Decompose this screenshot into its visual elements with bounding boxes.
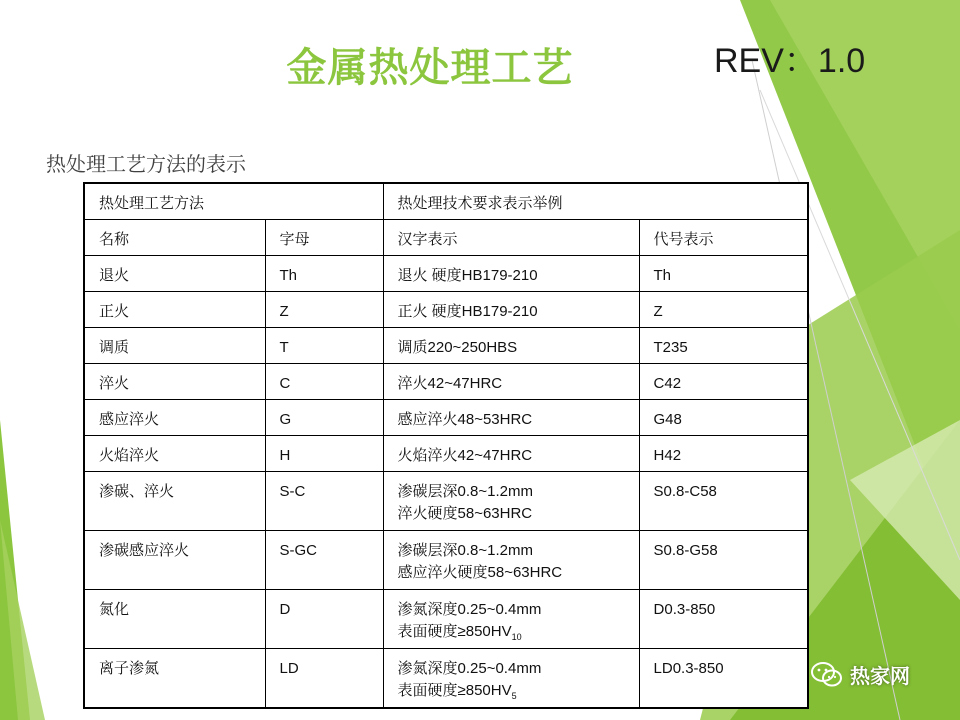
method-letter-cell: S-C	[265, 471, 383, 530]
notation-line: 感应淬火硬度58~63HRC	[397, 563, 563, 581]
notation-line: 表面硬度$\ge 850HV_{10}$	[397, 622, 522, 642]
hanzi-notation-cell	[383, 648, 639, 708]
notation-line: 渗碳层深0.8~1.2mm	[397, 541, 533, 559]
hanzi-notation-cell	[383, 435, 639, 471]
code-notation-cell: LD0.3-850	[639, 648, 808, 708]
column-header: 代号表示	[639, 219, 808, 255]
notation-line: 正火 硬度HB179-210	[397, 302, 538, 320]
column-header: 名称	[84, 219, 265, 255]
notation-line: 淬火硬度58~63HRC	[397, 504, 533, 522]
code-notation-cell: G48	[639, 399, 808, 435]
notation-line: 调质220~250HBS	[397, 338, 518, 356]
notation-line: 渗氮深度0.25~0.4mm	[397, 600, 542, 618]
table-row	[84, 327, 808, 363]
method-name-cell: 氮化	[84, 589, 265, 648]
table-row	[84, 255, 808, 291]
header-cell: 热处理工艺方法	[84, 183, 383, 219]
method-letter-cell: D	[265, 589, 383, 648]
heat-treatment-table	[83, 182, 809, 709]
code-notation-cell: Z	[639, 291, 808, 327]
code-notation-cell: S0.8-C58	[639, 471, 808, 530]
hanzi-notation-cell	[383, 363, 639, 399]
method-letter-cell: S-GC	[265, 530, 383, 589]
method-name-cell: 调质	[84, 327, 265, 363]
method-name-cell: 正火	[84, 291, 265, 327]
method-letter-cell: G	[265, 399, 383, 435]
method-name-cell: 离子渗氮	[84, 648, 265, 708]
code-notation-cell: C42	[639, 363, 808, 399]
notation-line: 渗碳层深0.8~1.2mm	[397, 482, 533, 500]
column-header: 汉字表示	[383, 219, 639, 255]
table-row	[84, 435, 808, 471]
notation-line: 表面硬度$\ge 850HV_5$	[397, 681, 517, 701]
method-name-cell: 火焰淬火	[84, 435, 265, 471]
code-notation-cell: Th	[639, 255, 808, 291]
hv-subscript: 10	[511, 631, 522, 642]
header-cell: 热处理技术要求表示举例	[383, 183, 808, 219]
method-letter-cell: Z	[265, 291, 383, 327]
table-header-row	[84, 183, 808, 219]
watermark-text: 热家网	[850, 664, 910, 688]
hanzi-notation-cell	[383, 471, 639, 530]
hanzi-notation-cell	[383, 291, 639, 327]
hanzi-notation-cell	[383, 530, 639, 589]
hanzi-notation-cell	[383, 589, 639, 648]
notation-line: 退火 硬度HB179-210	[397, 266, 538, 284]
column-header: 字母	[265, 219, 383, 255]
hanzi-notation-cell	[383, 327, 639, 363]
section-subtitle: 热处理工艺方法的表示	[46, 152, 246, 176]
column-header-row	[84, 219, 808, 255]
method-name-cell: 淬火	[84, 363, 265, 399]
method-name-cell: 退火	[84, 255, 265, 291]
hanzi-notation-cell	[383, 255, 639, 291]
method-letter-cell: C	[265, 363, 383, 399]
method-letter-cell: Th	[265, 255, 383, 291]
hanzi-notation-cell	[383, 399, 639, 435]
notation-line: 淬火42~47HRC	[397, 374, 503, 392]
table-row	[84, 530, 808, 589]
wechat-icon	[810, 661, 844, 689]
hv-subscript: 5	[511, 690, 517, 701]
table-row	[84, 363, 808, 399]
table-row	[84, 589, 808, 648]
revision-label: REV：1.0	[714, 42, 866, 80]
notation-line: 火焰淬火42~47HRC	[397, 446, 533, 464]
table-row	[84, 471, 808, 530]
method-letter-cell: LD	[265, 648, 383, 708]
slide-title: 金属热处理工艺	[286, 45, 574, 91]
method-name-cell: 感应淬火	[84, 399, 265, 435]
notation-line: 渗氮深度0.25~0.4mm	[397, 659, 542, 677]
method-name-cell: 渗碳感应淬火	[84, 530, 265, 589]
watermark	[810, 660, 910, 689]
table-row	[84, 399, 808, 435]
code-notation-cell: D0.3-850	[639, 589, 808, 648]
table-row	[84, 648, 808, 708]
method-letter-cell: H	[265, 435, 383, 471]
code-notation-cell: S0.8-G58	[639, 530, 808, 589]
code-notation-cell: H42	[639, 435, 808, 471]
code-notation-cell: T235	[639, 327, 808, 363]
method-name-cell: 渗碳、淬火	[84, 471, 265, 530]
method-letter-cell: T	[265, 327, 383, 363]
table-row	[84, 291, 808, 327]
notation-line: 感应淬火48~53HRC	[397, 410, 533, 428]
